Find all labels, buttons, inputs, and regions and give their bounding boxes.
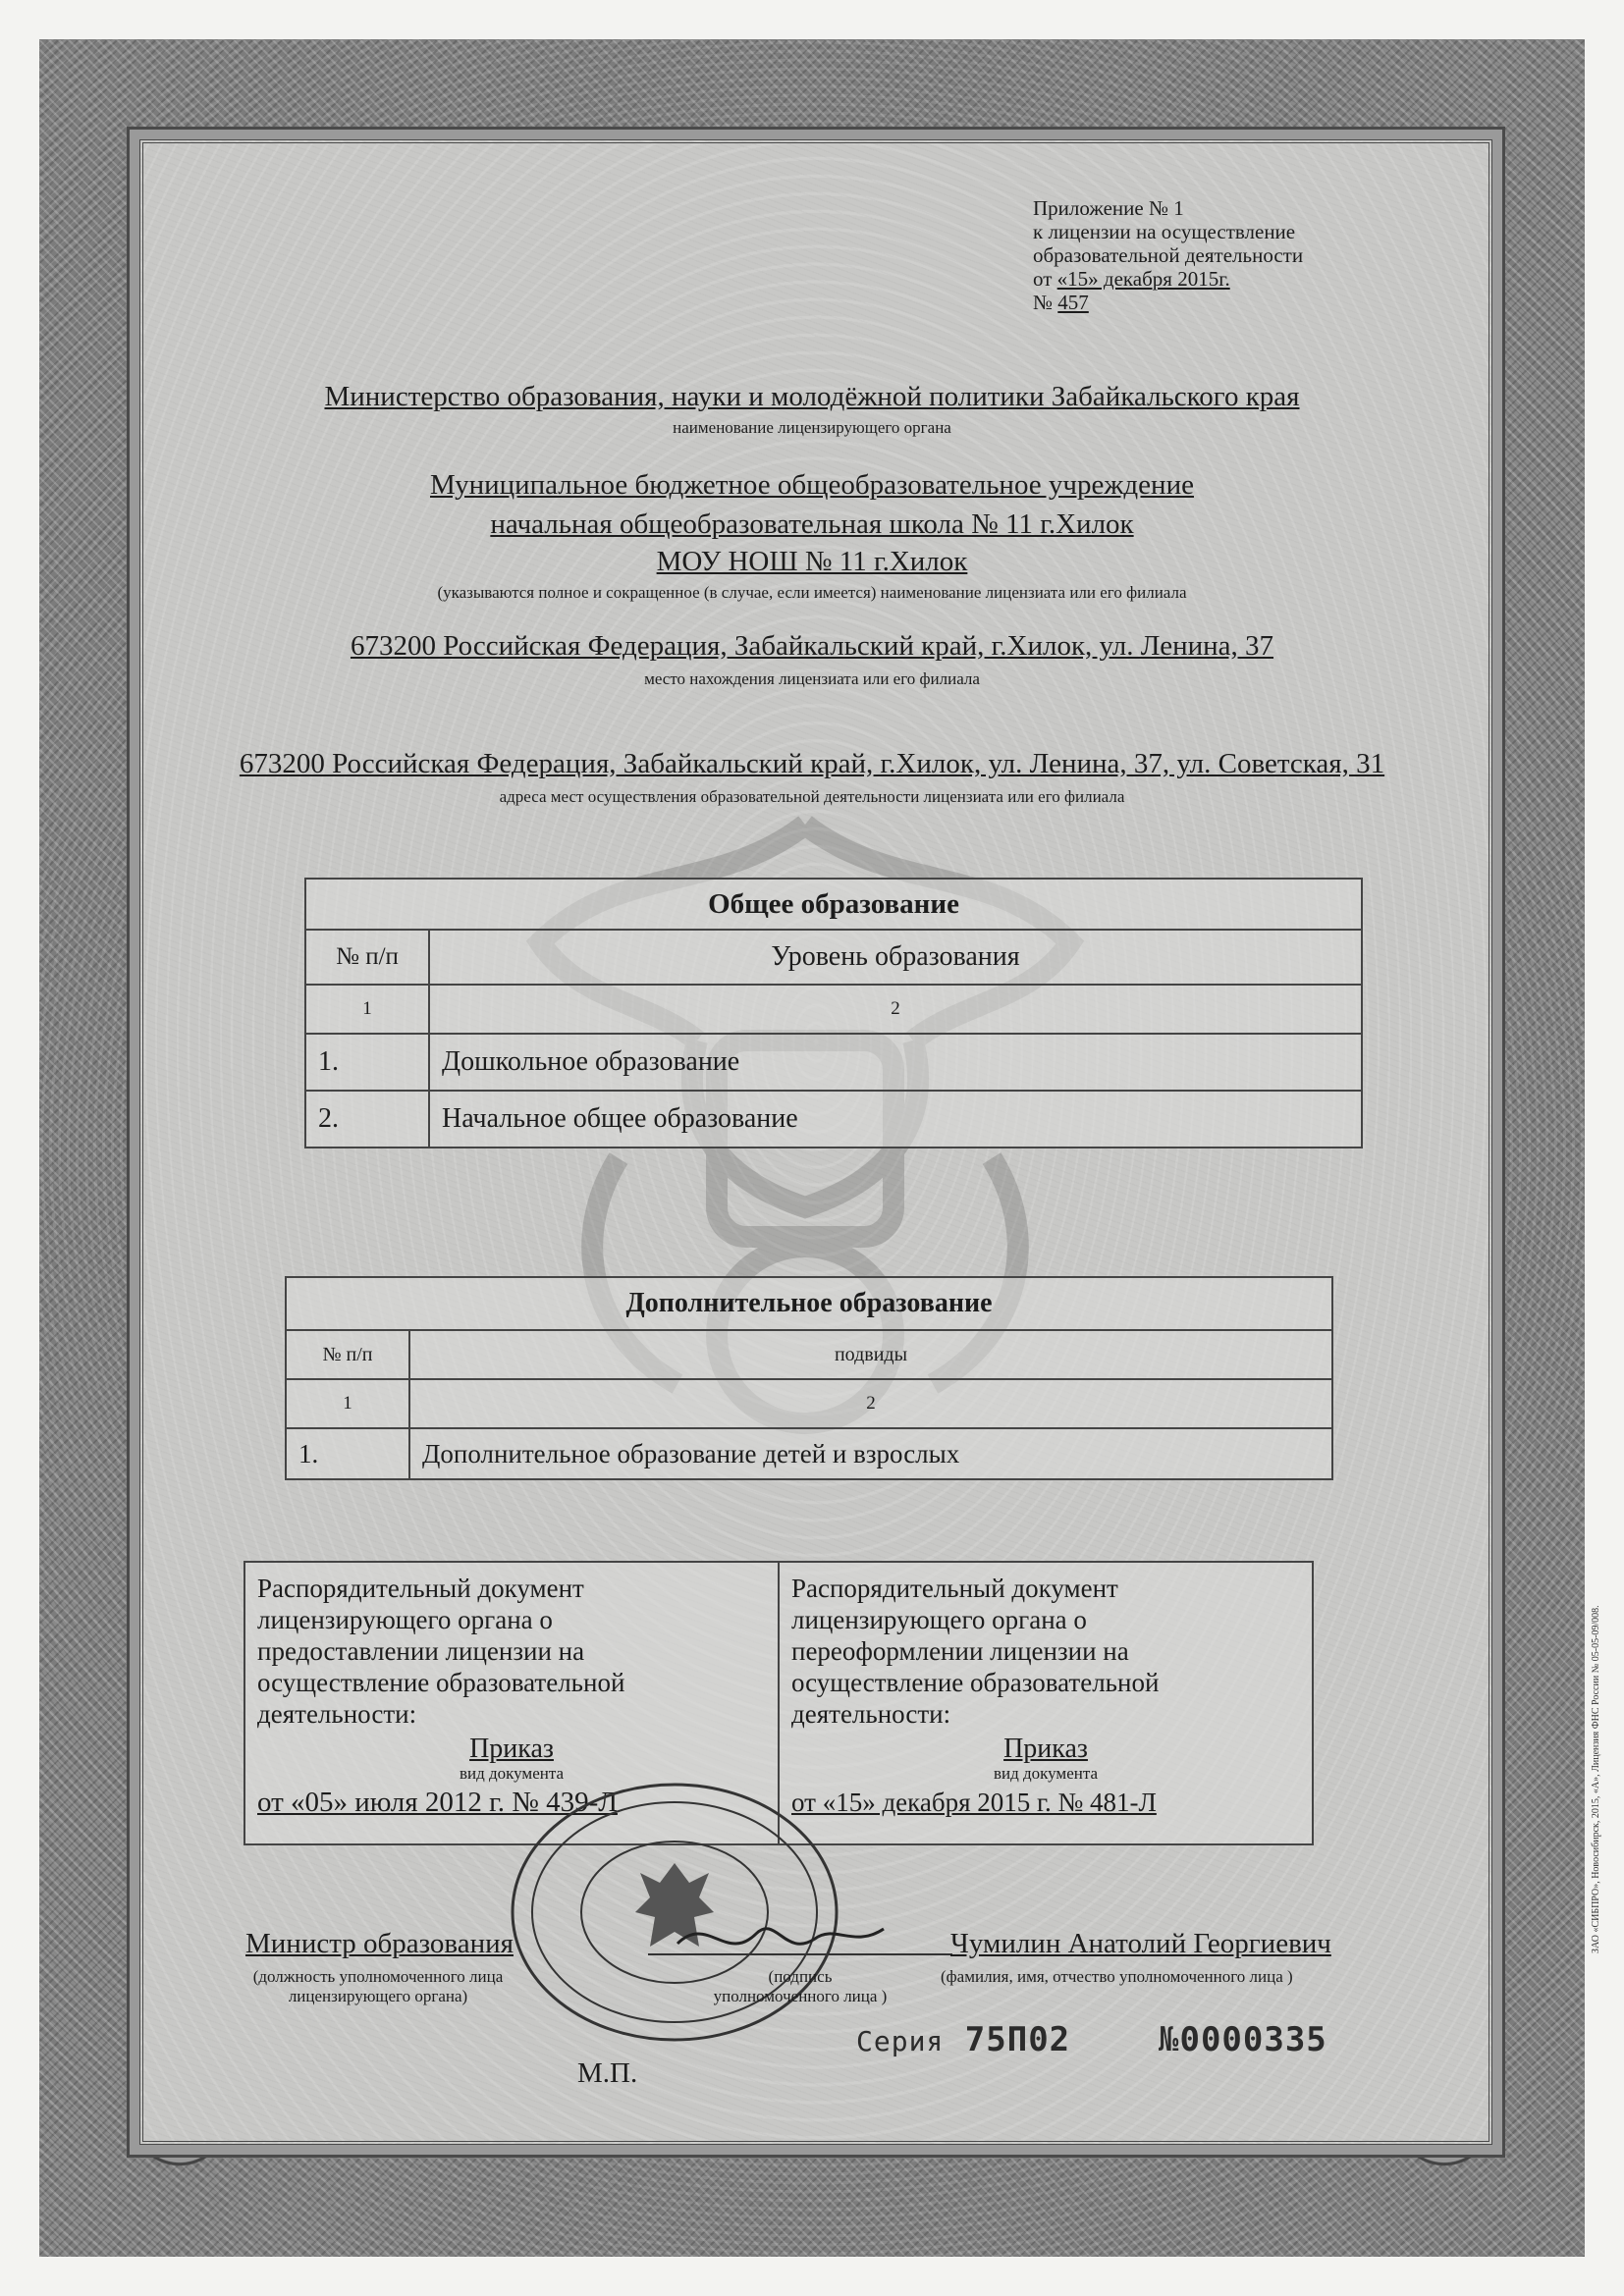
column-index: 1 xyxy=(286,1379,409,1428)
column-index: 1 xyxy=(305,985,429,1034)
signer-position: Министр образования xyxy=(245,1928,514,1959)
table-title: Дополнительное образование xyxy=(286,1277,1332,1330)
row-number: 1. xyxy=(305,1034,429,1091)
column-header-level: Уровень образования xyxy=(429,930,1362,985)
table-row xyxy=(286,1428,1332,1479)
order-reissue: Распорядительный документ лицензирующего органа о переоформлении лицензии на осуществление образовательной деятельности: Приказ вид документа от «15» декабря 2015 г. № 481-Л xyxy=(779,1562,1313,1844)
column-header-number: № п/п xyxy=(305,930,429,985)
appendix-block xyxy=(1033,196,1303,314)
column-index: 2 xyxy=(409,1379,1332,1428)
appendix-title: Приложение № 1 xyxy=(1033,196,1184,220)
order-doc-type: Приказ xyxy=(469,1734,554,1764)
licensee-name-line1: Муниципальное бюджетное общеобразовательное учреждение xyxy=(430,469,1194,501)
table-row xyxy=(305,1034,1362,1091)
row-number: 1. xyxy=(286,1428,409,1479)
appendix-number: № 457 xyxy=(1033,291,1089,314)
licensee-caption: (указываются полное и сокращенное (в случае, если имеется) наименование лицензиата или его филиала xyxy=(437,583,1187,602)
table-title: Общее образование xyxy=(305,879,1362,930)
signer-name: Чумилин Анатолий Георгиевич xyxy=(950,1928,1331,1959)
appendix-line: к лицензии на осуществление xyxy=(1033,220,1296,243)
general-education-table xyxy=(304,878,1363,1148)
order-granting: Распорядительный документ лицензирующего органа о предоставлении лицензии на осуществление образовательной деятельности: Приказ вид документа от «05» июля 2012 г. № 439-Л xyxy=(244,1562,779,1844)
stamp-place: М.П. xyxy=(577,2057,638,2089)
handwritten-signature xyxy=(668,1904,893,1973)
additional-education-table xyxy=(285,1276,1333,1480)
signature-caption: (подпись уполномоченного лица ) xyxy=(713,1967,888,2005)
signer-position-caption: (должность уполномоченного лица лицензирующего органа) xyxy=(252,1967,504,2005)
signer-name-caption: (фамилия, имя, отчество уполномоченного лица ) xyxy=(941,1967,1293,1986)
licensee-short-name: МОУ НОШ № 11 г.Хилок xyxy=(656,546,968,577)
location-caption: место нахождения лицензиата или его филиала xyxy=(644,669,980,688)
column-header-number: № п/п xyxy=(286,1330,409,1379)
printer-imprint: ЗАО «СИБПРО», Новосибирск, 2015, «А», Лицензия ФНС России № 05-05-09/008. xyxy=(1591,1605,1601,1953)
order-doc-caption: вид документа xyxy=(459,1764,565,1783)
row-level: Начальное общее образование xyxy=(429,1091,1362,1148)
table-row xyxy=(305,1091,1362,1148)
licensee-name-line2: начальная общеобразовательная школа № 11 г.Хилок xyxy=(490,508,1134,540)
licensing-body-name: Министерство образования, науки и молодёжной политики Забайкальского края xyxy=(324,381,1300,412)
activity-address-caption: адреса мест осуществления образовательной деятельности лицензиата или его филиала xyxy=(499,787,1125,806)
order-doc-type: Приказ xyxy=(1003,1734,1088,1764)
appendix-date: от «15» декабря 2015г. xyxy=(1033,267,1230,291)
activity-address: 673200 Российская Федерация, Забайкальский край, г.Хилок, ул. Ленина, 37, ул. Советская, 31 xyxy=(239,748,1385,779)
row-number: 2. xyxy=(305,1091,429,1148)
row-subtype: Дополнительное образование детей и взрослых xyxy=(409,1428,1332,1479)
appendix-line: образовательной деятельности xyxy=(1033,243,1304,267)
row-level: Дошкольное образование xyxy=(429,1034,1362,1091)
form-number: №0000335 xyxy=(1159,2020,1327,2059)
licensing-body-caption: наименование лицензирующего органа xyxy=(673,418,951,437)
order-doc-date: от «05» июля 2012 г. № 439-Л xyxy=(257,1787,618,1818)
order-doc-caption: вид документа xyxy=(993,1764,1099,1783)
column-index: 2 xyxy=(429,985,1362,1034)
form-series: Серия 75П02 xyxy=(856,2020,1071,2059)
location-address: 673200 Российская Федерация, Забайкальский край, г.Хилок, ул. Ленина, 37 xyxy=(350,630,1274,662)
column-header-subtypes: подвиды xyxy=(409,1330,1332,1379)
order-doc-date: от «15» декабря 2015 г. № 481-Л xyxy=(791,1788,1157,1817)
